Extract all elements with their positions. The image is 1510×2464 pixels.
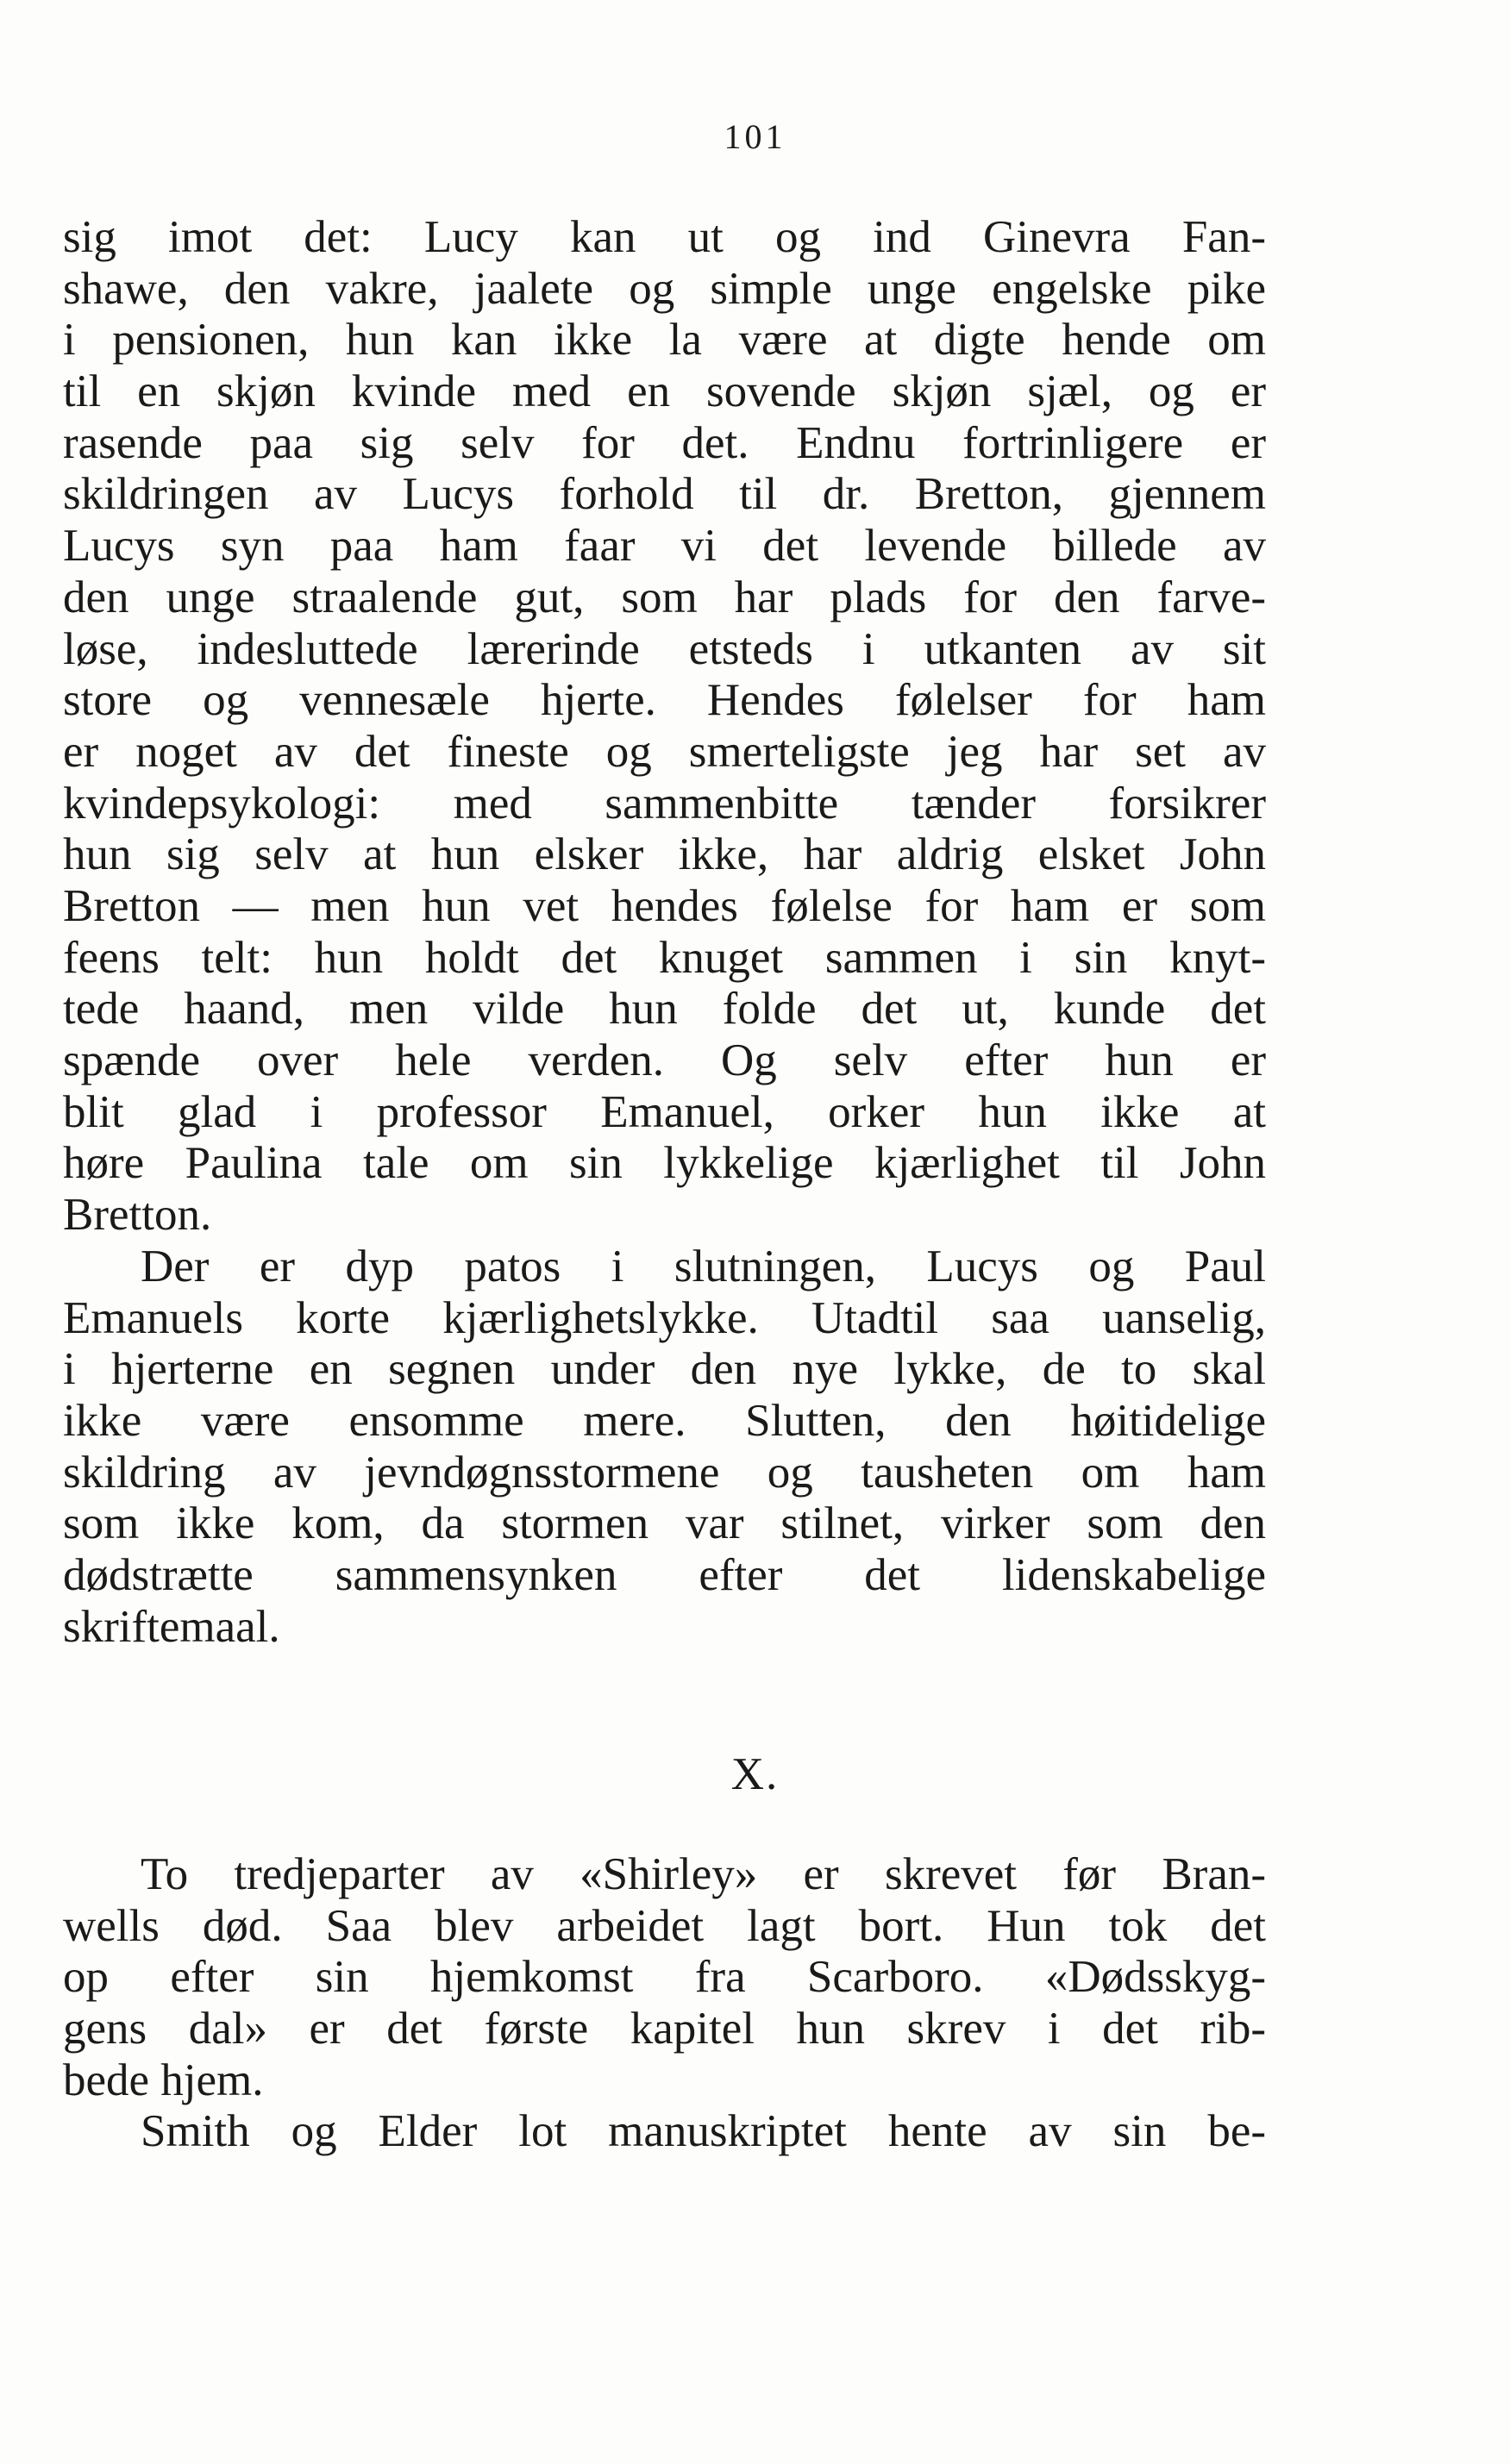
text-line: Smith og Elder lot manuskriptet hente av sin be- bbox=[141, 2106, 1266, 2157]
text-line: blit glad i professor Emanuel, orker hun ikke at bbox=[63, 1086, 1266, 1137]
text-line: Bretton. bbox=[63, 1190, 212, 1241]
text-line: den unge straalende gut, som har plads for den farve- bbox=[63, 572, 1266, 622]
text-line: rasende paa sig selv for det. Endnu fortrinligere er bbox=[63, 417, 1266, 468]
text-line: skriftemaal. bbox=[63, 1601, 280, 1652]
chapter-heading: X. bbox=[730, 1749, 780, 1799]
text-line: skildring av jevndøgnsstormene og tausheten om ham bbox=[63, 1447, 1266, 1498]
text-line: kvindepsykologi: med sammenbitte tænder forsikrer bbox=[63, 778, 1266, 829]
text-line: spænde over hele verden. Og selv efter hun er bbox=[63, 1035, 1266, 1085]
text-line: gens dal» er det første kapitel hun skrev i det rib- bbox=[63, 2004, 1266, 2054]
text-line: i pensionen, hun kan ikke la være at digte hende om bbox=[63, 315, 1266, 366]
text-line: som ikke kom, da stormen var stilnet, virker som den bbox=[63, 1498, 1266, 1549]
text-line: i hjerterne en segnen under den nye lykke, de to skal bbox=[63, 1344, 1266, 1395]
text-line: dødstrætte sammensynken efter det lidenskabelige bbox=[63, 1550, 1266, 1601]
paragraph-continuation bbox=[63, 212, 1266, 1241]
text-line: Emanuels korte kjærlighetslykke. Utadtil saa uanselig, bbox=[63, 1292, 1266, 1343]
paragraph-shirley bbox=[63, 1849, 1266, 2158]
text-line: store og vennesæle hjerte. Hendes følelser for ham bbox=[63, 675, 1266, 726]
text-line: To tredjeparter av «Shirley» er skrevet før Bran- bbox=[141, 1849, 1266, 1899]
text-line: Der er dyp patos i slutningen, Lucys og Paul bbox=[141, 1241, 1266, 1291]
page-number: 101 bbox=[724, 117, 786, 156]
text-line: Bretton — men hun vet hendes følelse for ham er som bbox=[63, 880, 1266, 931]
text-line: Lucys syn paa ham faar vi det levende billede av bbox=[63, 521, 1266, 572]
text-line: shawe, den vakre, jaalete og simple unge engelske pike bbox=[63, 263, 1266, 314]
text-line: høre Paulina tale om sin lykkelige kjærlighet til John bbox=[63, 1138, 1266, 1189]
text-line: er noget av det fineste og smerteligste jeg har set av bbox=[63, 726, 1266, 777]
paragraph-conclusion bbox=[63, 1241, 1266, 1654]
text-line: bede hjem. bbox=[63, 2054, 264, 2105]
text-line: wells død. Saa blev arbeidet lagt bort. Hun tok det bbox=[63, 1900, 1266, 1951]
text-line: ikke være ensomme mere. Slutten, den høitidelige bbox=[63, 1396, 1266, 1447]
text-line: løse, indesluttede lærerinde etsteds i utkanten av sit bbox=[63, 623, 1266, 674]
text-line: sig imot det: Lucy kan ut og ind Ginevra Fan- bbox=[63, 212, 1266, 262]
text-line: til en skjøn kvinde med en sovende skjøn sjæl, og er bbox=[63, 366, 1266, 417]
text-line: feens telt: hun holdt det knuget sammen i sin knyt- bbox=[63, 932, 1266, 983]
text-line: hun sig selv at hun elsker ikke, har aldrig elsket John bbox=[63, 829, 1266, 880]
text-line: tede haand, men vilde hun folde det ut, kunde det bbox=[63, 984, 1266, 1035]
text-line: op efter sin hjemkomst fra Scarboro. «Dødsskyg- bbox=[63, 1952, 1266, 2003]
text-line: skildringen av Lucys forhold til dr. Bretton, gjennem bbox=[63, 469, 1266, 520]
